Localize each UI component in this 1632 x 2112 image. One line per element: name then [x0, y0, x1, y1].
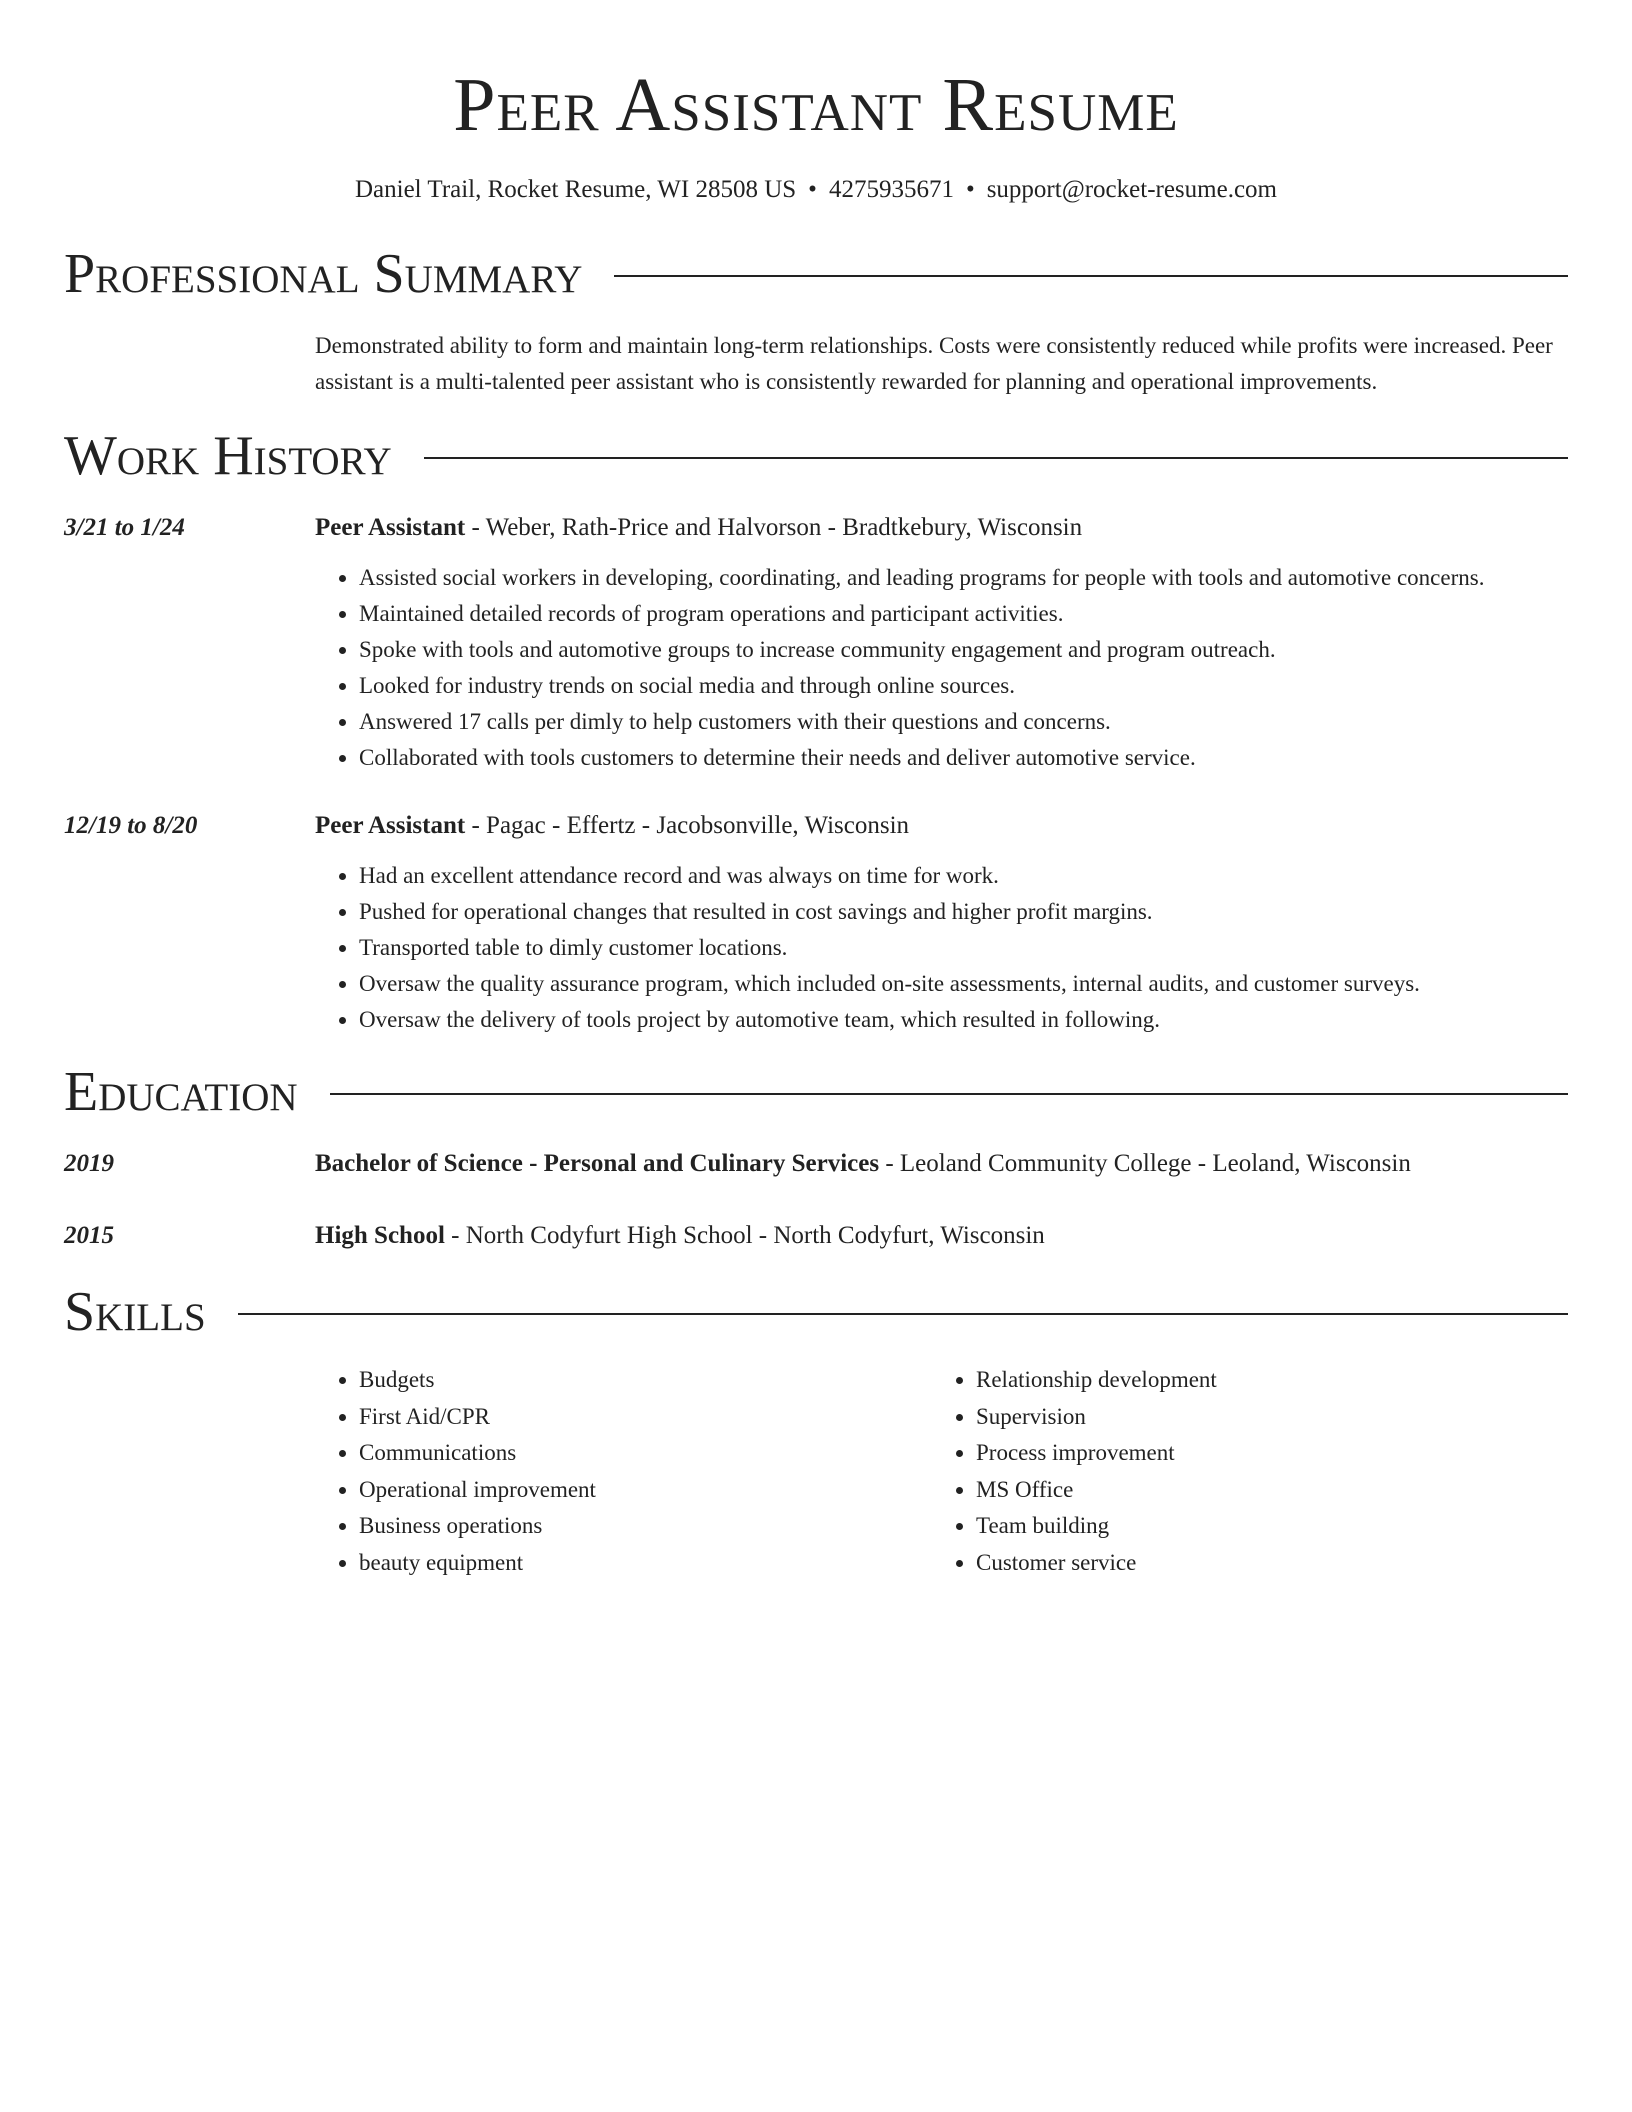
contact-phone: 4275935671 [828, 176, 954, 203]
work-section-header [64, 422, 1568, 490]
skills-heading: Skills [64, 1281, 206, 1343]
education-school: - Leoland Community College - Leoland, Wisconsin [879, 1150, 1411, 1177]
job-header [315, 510, 1568, 546]
list-item: • Assisted social workers in developing, coordinating, and leading programs for people with tools and automotive concerns. [359, 560, 1568, 596]
skill-item: • Customer service [976, 1545, 1549, 1582]
job-employer: - Pagac - Effertz - Jacobsonville, Wisconsin [465, 812, 910, 839]
skill-item: • Team building [976, 1508, 1549, 1545]
education-entry [64, 1218, 1568, 1254]
section-divider [614, 275, 1568, 277]
contact-separator: • [965, 176, 975, 203]
job-entry [64, 808, 1568, 1038]
education-year: 2015 [64, 1222, 114, 1249]
skill-item: • Relationship development [976, 1362, 1549, 1399]
job-bullets [315, 858, 1568, 1038]
skills-column-left [315, 1362, 932, 1581]
education-school: - North Codyfurt High School - North Codyfurt, Wisconsin [444, 1222, 1045, 1249]
section-divider [424, 457, 1568, 459]
skills-list [315, 1362, 1568, 1581]
job-bullets [315, 560, 1568, 776]
skill-item: • Supervision [976, 1399, 1549, 1436]
job-header [315, 808, 1568, 844]
skills-section-header [64, 1278, 1568, 1346]
education-degree: Bachelor of Science - Personal and Culinary Services [315, 1150, 880, 1177]
contact-email: support@rocket-resume.com [986, 176, 1277, 203]
education-section-header [64, 1058, 1568, 1126]
job-dates: 3/21 to 1/24 [64, 514, 185, 541]
skill-item: • Process improvement [976, 1435, 1549, 1472]
skill-item: • MS Office [976, 1472, 1549, 1509]
skill-item: • First Aid/CPR [359, 1399, 932, 1436]
job-title: Peer Assistant [315, 812, 466, 839]
list-item: • Spoke with tools and automotive groups to increase community engagement and program outreach. [359, 632, 1568, 668]
contact-separator: • [808, 176, 817, 203]
list-item: • Collaborated with tools customers to determine their needs and deliver automotive service. [359, 740, 1568, 776]
skill-item: • Business operations [359, 1508, 932, 1545]
job-dates: 12/19 to 8/20 [64, 812, 198, 839]
contact-address: Daniel Trail, Rocket Resume, WI 28508 US [354, 176, 797, 203]
education-details [315, 1218, 1568, 1254]
section-divider [238, 1313, 1568, 1315]
summary-text: Demonstrated ability to form and maintain long-term relationships. Costs were consistently reduced while profits were increased. Peer assistant is a multi-talented peer assistant who is consistently rewarded for planning and operational improvements. [315, 333, 1553, 394]
document-title: Peer Assistant Resume [453, 63, 1179, 147]
summary-heading: Professional Summary [64, 243, 583, 305]
list-item: • Maintained detailed records of program operations and participant activities. [359, 596, 1568, 632]
job-details [315, 510, 1568, 776]
job-details [315, 808, 1568, 1038]
contact-line [64, 174, 1568, 206]
education-degree: High School [315, 1222, 445, 1249]
education-year: 2019 [64, 1150, 114, 1177]
summary-section-header [64, 240, 1568, 308]
education-entry [64, 1146, 1568, 1182]
list-item: • Oversaw the delivery of tools project by automotive team, which resulted in following. [359, 1002, 1568, 1038]
list-item: • Looked for industry trends on social media and through online sources. [359, 668, 1568, 704]
skill-item: • Budgets [359, 1362, 932, 1399]
skill-item: • Communications [359, 1435, 932, 1472]
skill-item: • Operational improvement [359, 1472, 932, 1509]
list-item: • Answered 17 calls per dimly to help customers with their questions and concerns. [359, 704, 1568, 740]
section-divider [330, 1093, 1568, 1095]
skill-item: • beauty equipment [359, 1545, 932, 1582]
job-title: Peer Assistant [315, 514, 466, 541]
work-heading: Work History [64, 425, 392, 487]
list-item: • Pushed for operational changes that resulted in cost savings and higher profit margins. [359, 894, 1568, 930]
job-entry [64, 510, 1568, 776]
list-item: • Had an excellent attendance record and was always on time for work. [359, 858, 1568, 894]
resume-page [64, 0, 1568, 1581]
list-item: • Transported table to dimly customer locations. [359, 930, 1568, 966]
job-employer: - Weber, Rath-Price and Halvorson - Bradtkebury, Wisconsin [465, 514, 1083, 541]
education-details [315, 1146, 1568, 1182]
list-item: • Oversaw the quality assurance program, which included on-site assessments, internal audits, and customer surveys. [359, 966, 1568, 1002]
education-heading: Education [64, 1061, 298, 1123]
skills-column-right [932, 1362, 1549, 1581]
